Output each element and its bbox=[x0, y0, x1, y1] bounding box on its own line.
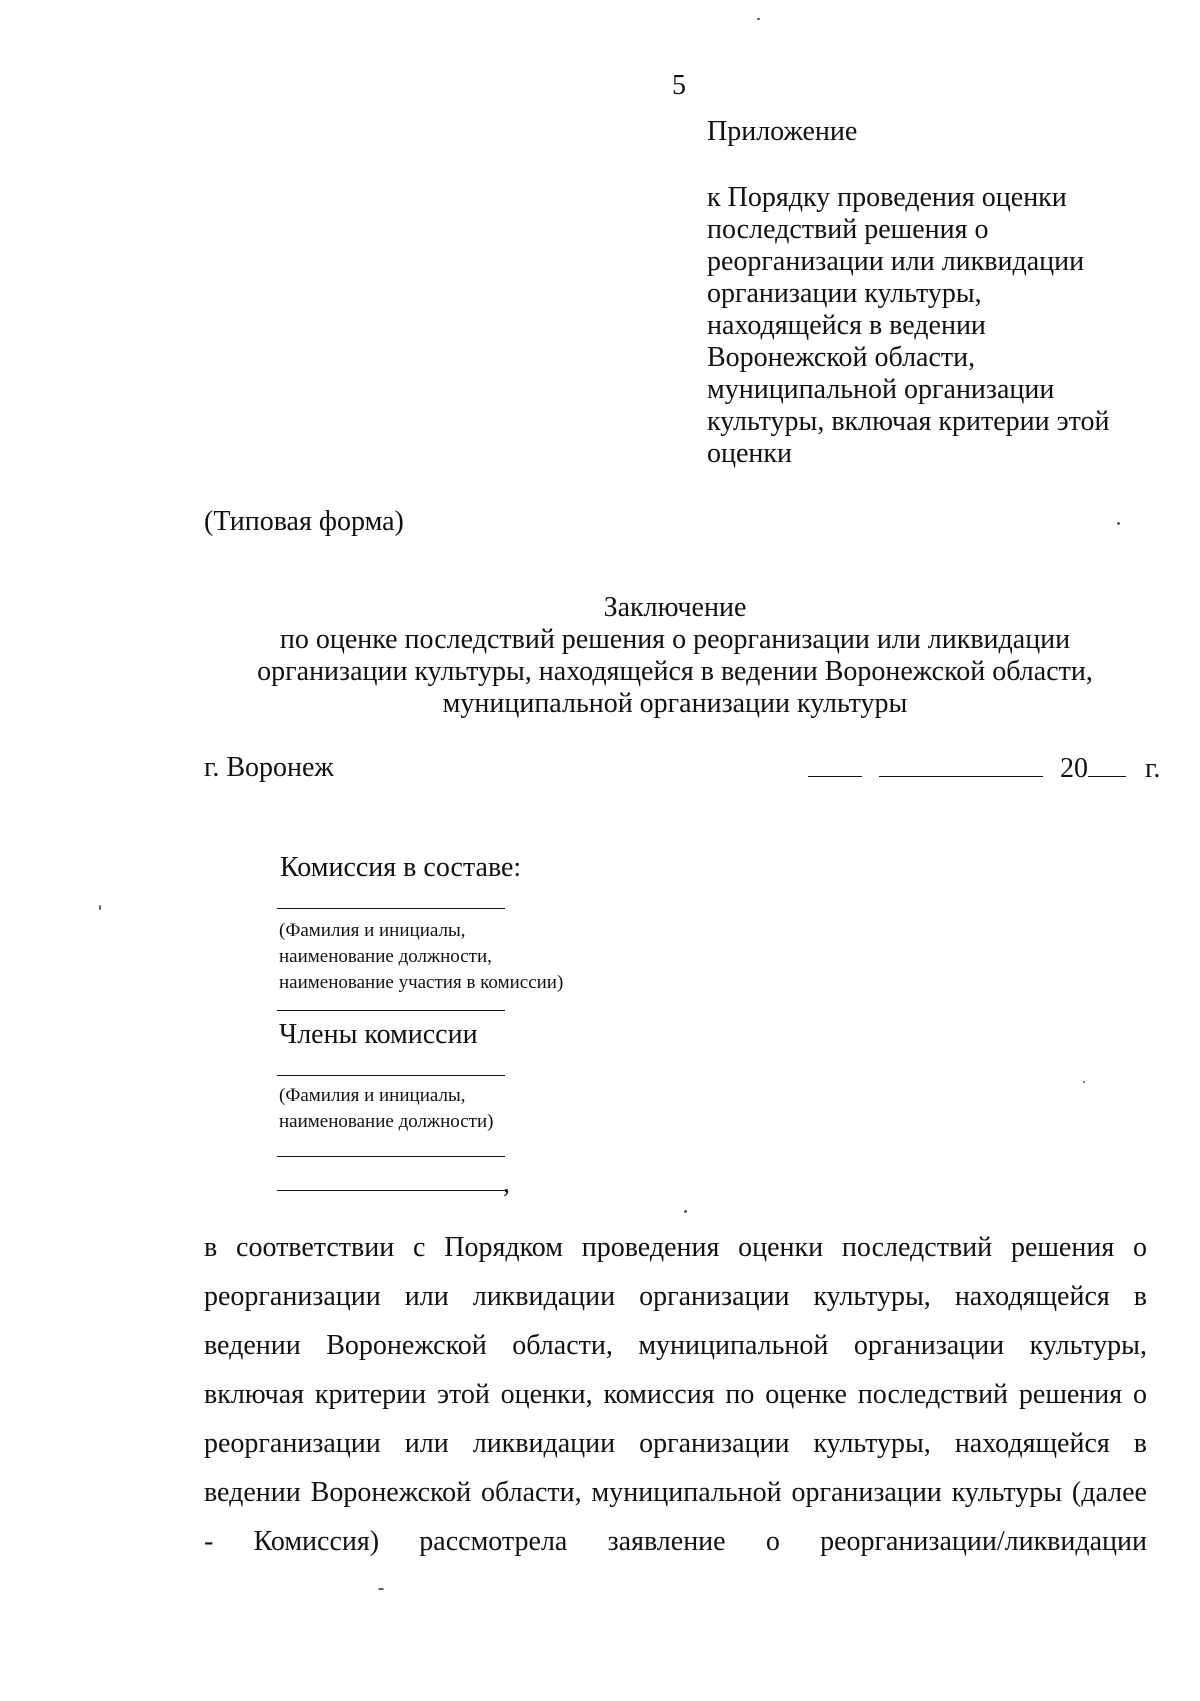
secretary-signature-line bbox=[277, 1010, 505, 1011]
appendix-reference bbox=[707, 182, 1147, 470]
commission-label: Комиссия в составе: bbox=[280, 852, 522, 883]
chair-hint-line: наименование участия в комиссии) bbox=[279, 972, 564, 993]
body-line: ведении Воронежской области, муниципальной организации культуры, bbox=[204, 1330, 1147, 1361]
chair-hint-line: (Фамилия и инициалы, bbox=[279, 920, 466, 941]
member-signature-line bbox=[277, 1190, 505, 1191]
conclusion-heading bbox=[120, 592, 1200, 720]
form-type-label: (Типовая форма) bbox=[204, 506, 404, 537]
scan-speck bbox=[1117, 522, 1120, 525]
body-line: - Комиссия) рассмотрела заявление о реорганизации/ликвидации bbox=[204, 1526, 1147, 1557]
appendix-title: Приложение bbox=[707, 116, 858, 147]
appendix-reference-line: находящейся в ведении bbox=[707, 310, 986, 341]
appendix-reference-line: культуры, включая критерии этой bbox=[707, 406, 1110, 437]
body-line: в соответствии с Порядком проведения оценки последствий решения о bbox=[204, 1232, 1147, 1263]
appendix-reference-line: к Порядку проведения оценки bbox=[707, 182, 1067, 213]
scan-speck bbox=[99, 905, 101, 910]
scan-speck bbox=[1083, 1081, 1085, 1083]
members-hint-line: (Фамилия и инициалы, bbox=[279, 1085, 466, 1106]
day-blank bbox=[808, 752, 862, 777]
members-label: Члены комиссии bbox=[279, 1019, 478, 1050]
month-blank bbox=[879, 752, 1043, 777]
page-number: 5 bbox=[672, 70, 686, 101]
year-suffix: г. bbox=[1145, 753, 1161, 784]
year-prefix: 20 bbox=[1060, 753, 1088, 784]
chair-hint-line: наименование должности, bbox=[279, 946, 492, 967]
trailing-comma: , bbox=[503, 1168, 510, 1199]
scan-speck bbox=[684, 1210, 687, 1213]
date-field bbox=[808, 752, 1160, 785]
body-line: реорганизации или ликвидации организации культуры, находящейся в bbox=[204, 1281, 1147, 1312]
body-line: реорганизации или ликвидации организации культуры, находящейся в bbox=[204, 1428, 1147, 1459]
conclusion-title: Заключение bbox=[603, 592, 747, 623]
city-label: г. Воронеж bbox=[204, 752, 334, 783]
conclusion-subtitle-line: муниципальной организации культуры bbox=[442, 688, 908, 719]
appendix-reference-line: реорганизации или ликвидации bbox=[707, 246, 1085, 277]
appendix-reference-line: Воронежской области, bbox=[707, 342, 976, 373]
body-line: ведении Воронежской области, муниципальной организации культуры (далее bbox=[204, 1477, 1147, 1508]
conclusion-subtitle-line: по оценке последствий решения о реорганизации или ликвидации bbox=[279, 624, 1071, 655]
appendix-reference-line: муниципальной организации bbox=[707, 374, 1055, 405]
year-blank bbox=[1088, 752, 1126, 777]
scan-speck bbox=[757, 18, 760, 20]
body-paragraph bbox=[204, 1232, 1147, 1575]
members-hint bbox=[279, 1083, 679, 1135]
member-signature-line bbox=[277, 1156, 505, 1157]
scan-speck bbox=[378, 1588, 384, 1590]
appendix-reference-line: организации культуры, bbox=[707, 278, 982, 309]
appendix-reference-line: оценки bbox=[707, 438, 792, 469]
appendix-reference-line: последствий решения о bbox=[707, 214, 989, 245]
members-hint-line: наименование должности) bbox=[279, 1111, 494, 1132]
conclusion-subtitle-line: организации культуры, находящейся в ведении Воронежской области, bbox=[257, 656, 1093, 687]
member-signature-line bbox=[277, 1075, 505, 1076]
chair-signature-line bbox=[277, 908, 505, 909]
chair-hint bbox=[279, 918, 679, 996]
body-line: включая критерии этой оценки, комиссия по оценке последствий решения о bbox=[204, 1379, 1147, 1410]
